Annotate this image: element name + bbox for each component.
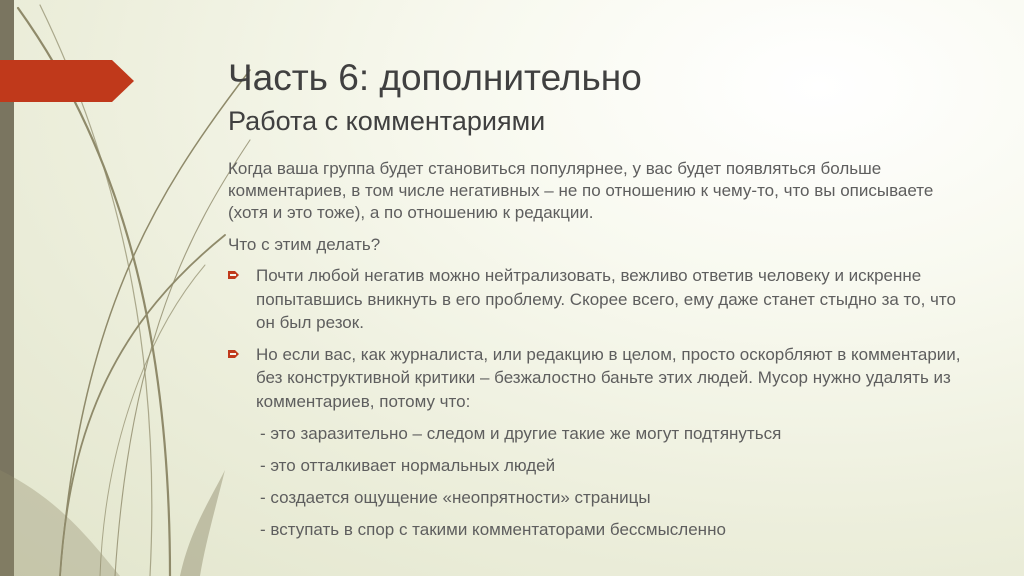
- slide-body: [228, 158, 968, 541]
- sub-item: - это заразительно – следом и другие такие же могут подтянуться: [260, 424, 782, 443]
- intro-paragraph: Когда ваша группа будет становиться популярнее, у вас будет появляться больше комментариев, в том числе негативных – не по отношению к чему-то, что вы описываете (хотя и это тоже), а по отношению к редакции.: [228, 159, 934, 222]
- slide-subtitle: Работа с комментариями: [228, 106, 546, 136]
- bullet-item: [228, 343, 968, 414]
- bullet-text: Но если вас, как журналиста, или редакцию в целом, просто оскорбляют в комментарии, без конструктивной критики – безжалостно баньте этих людей. Мусор нужно удалять из комментариев, потому что:: [256, 344, 961, 411]
- bullet-text: Почти любой негатив можно нейтрализовать, вежливо ответив человеку и искренне попытавшись вникнуть в его проблему. Скорее всего, ему даже станет стыдно за то, что он был резок.: [256, 266, 956, 332]
- question-line: Что с этим делать?: [228, 235, 381, 254]
- title-arrow-icon: [0, 60, 134, 102]
- sub-item: - создается ощущение «неопрятности» страницы: [260, 488, 651, 507]
- arrow-bullet-icon: [228, 348, 240, 360]
- arrow-bullet-icon: [228, 269, 240, 281]
- sub-item: - вступать в спор с такими комментаторами бессмысленно: [260, 520, 726, 539]
- sub-item: - это отталкивает нормальных людей: [260, 456, 556, 475]
- bullet-item: [228, 264, 968, 335]
- slide-title: Часть 6: дополнительно: [228, 57, 642, 98]
